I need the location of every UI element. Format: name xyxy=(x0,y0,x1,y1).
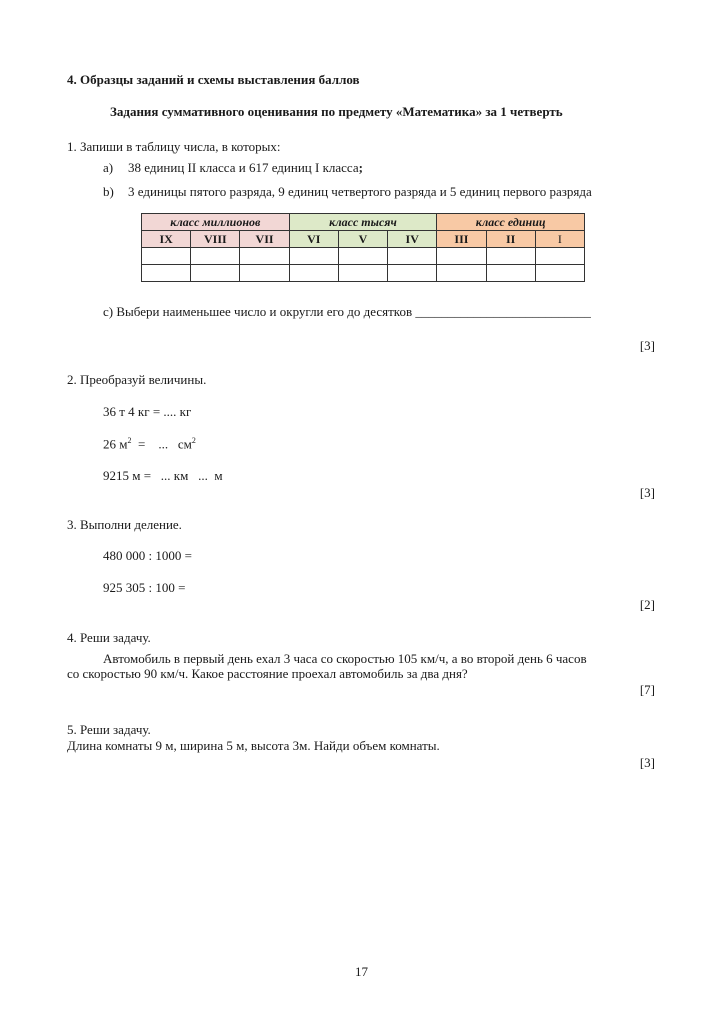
task1-score: [3] xyxy=(639,338,655,353)
task2-score: [3] xyxy=(639,485,655,500)
task2-prompt: 2. Преобразуй величины. xyxy=(67,372,207,387)
class-millions-header: класс миллионов xyxy=(142,214,290,231)
task1-c-text: c) Выбери наименьшее число и округли его до десятков ___________________________ xyxy=(103,304,591,319)
digit-header: II xyxy=(486,231,535,248)
answer-cell[interactable] xyxy=(486,248,535,265)
task1-a-semicolon: ; xyxy=(358,160,363,175)
answer-cell[interactable] xyxy=(240,265,289,282)
digit-header: VIII xyxy=(191,231,240,248)
answer-cell[interactable] xyxy=(388,265,437,282)
answer-cell[interactable] xyxy=(535,265,584,282)
answer-cell[interactable] xyxy=(191,248,240,265)
page-number: 17 xyxy=(355,964,368,979)
task1-prompt: 1. Запиши в таблицу числа, в которых: xyxy=(67,139,281,154)
task3-score: [2] xyxy=(639,597,655,612)
task3-line2: 925 305 : 100 = xyxy=(103,580,186,595)
class-units-header: класс единиц xyxy=(437,214,585,231)
task2-line3: 9215 м = ... км ... м xyxy=(103,468,223,483)
answer-cell[interactable] xyxy=(535,248,584,265)
answer-cell[interactable] xyxy=(240,248,289,265)
digit-header-row xyxy=(142,231,585,248)
digit-header: IX xyxy=(142,231,191,248)
task2-line2-a: 26 м xyxy=(103,436,128,452)
task5-body: Длина комнаты 9 м, ширина 5 м, высота 3м. Найди объем комнаты. xyxy=(67,738,440,753)
answer-cell[interactable] xyxy=(437,265,486,282)
answer-cell[interactable] xyxy=(486,265,535,282)
answer-cell[interactable] xyxy=(142,248,191,265)
task5-score: [3] xyxy=(639,755,655,770)
digit-header: VI xyxy=(289,231,338,248)
class-header-row xyxy=(142,214,585,231)
task4-body-line1: Автомобиль в первый день ехал 3 часа со скоростью 105 км/ч, а во второй день 6 часов xyxy=(103,651,587,666)
task3-line1: 480 000 : 1000 = xyxy=(103,548,192,563)
answer-row-a xyxy=(142,248,585,265)
task1-b-marker: b) xyxy=(103,184,114,199)
task2-line2 xyxy=(103,436,196,452)
task2-line2-sup2: 2 xyxy=(191,436,196,445)
digit-header: IV xyxy=(388,231,437,248)
task4-score: [7] xyxy=(639,682,655,697)
answer-cell[interactable] xyxy=(338,248,387,265)
task4-prompt: 4. Реши задачу. xyxy=(67,630,151,645)
task2-line2-sup: 2 xyxy=(127,436,132,445)
digit-header: III xyxy=(437,231,486,248)
page-subtitle: Задания суммативного оценивания по предмету «Математика» за 1 четверть xyxy=(110,104,563,119)
task5-prompt: 5. Реши задачу. xyxy=(67,722,151,737)
task1-a-marker: a) xyxy=(103,160,114,175)
section-title: 4. Образцы заданий и схемы выставления баллов xyxy=(67,72,360,87)
digit-header: V xyxy=(338,231,387,248)
answer-cell[interactable] xyxy=(289,248,338,265)
answer-cell[interactable] xyxy=(142,265,191,282)
answer-row-b xyxy=(142,265,585,282)
task1-a-item xyxy=(128,160,363,176)
task2-line1: 36 т 4 кг = .... кг xyxy=(103,404,192,419)
digit-header: VII xyxy=(240,231,289,248)
task4-body-line2: со скоростью 90 км/ч. Какое расстояние проехал автомобиль за два дня? xyxy=(67,666,468,681)
place-value-table xyxy=(141,213,585,282)
answer-cell[interactable] xyxy=(191,265,240,282)
class-thousands-header: класс тысяч xyxy=(289,214,437,231)
task1-a-text: 38 единиц II класса и 617 единиц I класса xyxy=(128,160,359,175)
answer-cell[interactable] xyxy=(388,248,437,265)
answer-cell[interactable] xyxy=(338,265,387,282)
task2-line2-b: = ... см xyxy=(131,436,192,452)
task1-b-text: 3 единицы пятого разряда, 9 единиц четвертого разряда и 5 единиц первого разряда xyxy=(128,184,592,199)
answer-cell[interactable] xyxy=(289,265,338,282)
answer-cell[interactable] xyxy=(437,248,486,265)
digit-header: I xyxy=(535,231,584,248)
task3-prompt: 3. Выполни деление. xyxy=(67,517,182,532)
